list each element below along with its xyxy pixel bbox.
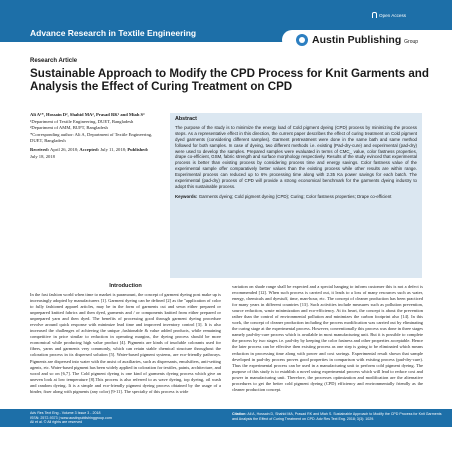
publisher-logo-icon <box>296 34 308 46</box>
article-dates: Received: April 26, 2018; Accepted: July 11, 2018; Published: July 18, 2018 <box>30 147 149 159</box>
body-text-right-column: variation on shade range shall be expected and a special hanging to inform customer this is not a defect is recommended [12]. When such process is carried out, it leads to a loss of many resources such as water, energy, chemicals and dyestuff, time, man-hour, etc. The concept of cleaner production has been practiced for many years in different countries [13]. Such activities include measures such as pollution prevention, source reduction, waste minimization and eco-efficiency. At its heart, the concept is about the prevention rather than the control of environmental pollution and minimizes the carbon footprint also [14]. In this work, the concept of cleaner production including the process modification was carried out by eliminating the curing stage at the experimental process. However, conventionally this process was done in three stages namely pad-dry-cure process which is available in most manufacturing unit. But it is possible to complete the process by two stages i.e. pad-dry by keeping the color fastness and other properties acceptable. Hence the later process can be effective then existing process as one step is going to be eliminated which means reduction in processing time along with power and cost savings. Experimental result shown that sample developed in pad-dry process proves good properties in comparison with existing process (pad-dry-cure). Thus the experimental process can be used in a manufacturing unit to perform cold pigment dyeing. The purpose of this study is to establish a novel using experimental process which will lead to reduce cost and power in manufacturing unit. Therefore, the processes optimization and modification are the alternative procedures to get the better cold pigment dyeing (CPD) efficiency and environmentally friendly as the cleaner production concept. <box>232 284 423 392</box>
keywords: Keywords: Garments dyeing; Cold pigment dyeing (CPD); Curing; Color fastness properties; Drape co-efficient <box>175 193 392 199</box>
publisher-logo-box <box>282 30 452 50</box>
abstract-box <box>170 113 422 278</box>
affiliation-1: ¹Department of Textile Engineering, DUET, Bangladesh <box>30 119 134 125</box>
page-footer <box>0 409 452 427</box>
journal-name: Advance Research in Textile Engineering <box>30 28 197 38</box>
article-title: Sustainable Approach to Modify the CPD Process for Knit Garments and Analysis the Effect of Curing Treatment on CPD <box>30 67 429 94</box>
author-info <box>30 112 155 160</box>
footer-journal-info: Adv Res Text Eng - Volume 3 Issue 3 - 2018 ISSN: 2572-9373 | www.austinpublishinggroup.com Ali et al. © All rights are reserved <box>30 411 112 425</box>
open-access-badge <box>372 12 406 18</box>
publisher-name: Austin Publishing Group <box>312 34 419 46</box>
abstract-text: The purpose of the study is to minimize the energy load of Cold pigment dyeing (CPD) process by minimizing the process steps. As a representative effect in this direction, the current paper describes the effect of curing treatment on Cold pigment dyed garments (considering different samples). Garment pretreatment were done in the same bath and same method followed for both samples. In case of dyeing, two different methods i.e. existing (Pad-dry-cure) and experimental (pad-dry) were used to develop the samples. Prepared samples were evaluated in terms of CMC_ value, color fastness properties, drape co-efficient, GSM, fabric strength and surface morphology respectively. Results of the study evinced that experimental process is better than existing process by considering process time and energy savings. Color fastness value of the experimental sample offer comparatively better values than the existing process while other results are within range. Experimental process can reduced up to 6% processing time along with 2.35 Ka power savings for each batch. The experimental (pad-dry) process of CPD will provide a strong economical benchmark for the garments dyeing industry to adopt this sustainable process. <box>175 124 417 189</box>
section-heading-introduction: Introduction <box>109 283 142 289</box>
author-names: Ali A¹*, Hossain D², Shahid MA², Prasad RK¹ and Miah S³ <box>30 112 145 117</box>
corresponding-author: *Corresponding author: Ali A, Department of Textile Engineering, DUET, Bangladesh <box>30 132 153 144</box>
publisher-suffix: Group <box>404 39 419 45</box>
open-access-label: Open Access <box>379 12 407 18</box>
article-type: Research Article <box>30 58 78 64</box>
footer-citation: Citation: Ali A, Hossain D, Shahid MA, Prasad RK and Miah S. Sustainable Approach to Modify the CPD Process for Knit Garments and Analysis the Effect of Curing Treatment on CPD. Adv Res Text Eng. 2018; 3(3): 1029. <box>232 412 442 421</box>
body-text-left-column: In the fast fashion world when time to market is paramount, the concept of garment dyeing post make up is increasingly adopted by manufacturers [1]. Garment dyeing can be defined [2] as the "application of color to fully fashioned apparel articles, may be in the form of garments cut and sewn either prepared or unprepared knitted fabrics and then dyed, garments and / or components knitted from either prepared or unprepared yarn and then dyed. The benefits of processing good through garment dyeing procedure revolve around quick response with minimize lead time and improved inventory control [3]. It is also increased the challenges of achieving the unique ,fashionable & value added products, while remaining competitive in price similar to reduction in operating margins, the dyeing process should be more economical while producing high value product [4]. Pigments are kinds of insoluble colorants used for fibers, yarns and garments very commonly, which can retain stable chemical structure throughout the coloration process in its dispersed solution [5]. Water-based pigment systems, are eco-friendly pathways. Pigments are dispersed into water with the assist of auxiliaries, such as dispersants, emulsifiers, anti-setting agents, etc. Water-based pigment has been widely applied in coloration for textiles, paints, architecture, and wood and so on [6,7]. The Cold pigment dyeing is one kind of garments dyeing process which give an uneven look at low temperature [8].This process is also referred to as wave dyeing, top dyeing, oil wash and random dyeing. It is a simple and eco-friendly pigment dyeing process obtained by the usage of a binder, fixer along with pigments (any color) [9-11]. The specialty of this process is wide <box>30 292 221 394</box>
affiliation-2: ²Department of AMM, BUFT, Bangladesh <box>30 125 108 131</box>
open-lock-icon <box>372 12 377 18</box>
abstract-heading: Abstract <box>175 116 197 122</box>
